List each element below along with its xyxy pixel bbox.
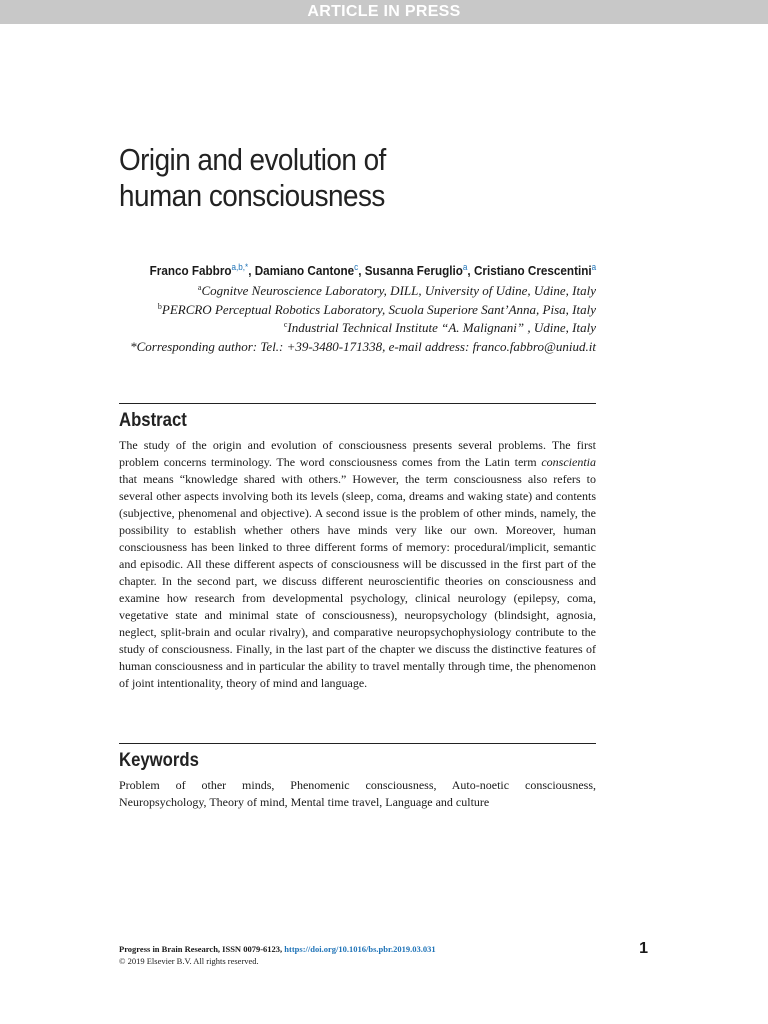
keywords-rule xyxy=(119,743,596,744)
abstract-heading: Abstract xyxy=(119,410,187,431)
corresponding-author: *Corresponding author: Tel.: +39-3480-171338, e-mail address: franco.fabbro@uniud.it xyxy=(130,339,596,354)
author-name: Susanna Feruglio xyxy=(364,263,463,278)
affiliation-a: $^a$Cognitve Neuroscience Laboratory, DILL, University of Udine, Udine, Italy xyxy=(197,283,596,298)
journal-info: Progress in Brain Research, ISSN 0079-6123, xyxy=(119,944,285,954)
copyright: © 2019 Elsevier B.V. All rights reserved. xyxy=(119,956,259,966)
article-title xyxy=(119,142,569,214)
keywords-text: Problem of other minds, Phenomenic consciousness, Auto-noetic consciousness, Neuropsychology, Theory of mind, Mental time travel, Language and culture xyxy=(119,778,596,809)
article-in-press-banner: ARTICLE IN PRESS xyxy=(0,0,768,24)
keywords-heading: Keywords xyxy=(119,750,199,771)
title-line-1: Origin and evolution of xyxy=(119,142,386,177)
author-name: Franco Fabbro xyxy=(149,263,232,278)
author-name: Damiano Cantone xyxy=(254,263,355,278)
doi-link[interactable]: https://doi.org/10.1016/bs.pbr.2019.03.031 xyxy=(284,944,436,954)
title-line-2: human consciousness xyxy=(119,178,385,213)
footer-citation xyxy=(119,943,436,967)
author-affiliation-mark[interactable]: a xyxy=(591,262,596,272)
author-list: Franco Fabbro$^{a,b,*}$, Damiano Cantone$^c$, Susanna Feruglio$^a$, Cristiano Crescentini$^a$ xyxy=(149,262,596,278)
affiliation-c: $^c$Industrial Technical Institute “A. Malignani” , Udine, Italy xyxy=(283,320,596,335)
author-name: Cristiano Crescentini xyxy=(473,263,592,278)
affiliation-b: $^b$PERCRO Perceptual Robotics Laboratory, Scuola Superiore Sant’Anna, Pisa, Italy xyxy=(157,302,596,317)
corresponding-mark[interactable]: * xyxy=(244,262,249,272)
abstract-rule xyxy=(119,403,596,404)
author-affiliation-mark[interactable]: a,b, xyxy=(231,262,245,272)
author-affiliation-mark[interactable]: a xyxy=(462,262,468,272)
author-affiliation-mark[interactable]: c xyxy=(354,262,359,272)
abstract-text: The study of the origin and evolution of consciousness presents several problems. The first problem concerns terminology. The word consciousness comes from the Latin term conscientia that means “knowledge shared with others.” However, the term consciousness also refers to several other aspects involving both its levels (sleep, coma, dreams and waking state) and contents (subjective, phenomenal and objective). A second issue is the problem of other minds, namely, the possibility to establish whether others have minds very like our own. Moreover, human consciousness has been linked to three different forms of memory: procedural/implicit, semantic and episodic. All these different aspects of consciousness will be discussed in the first part of the chapter. In the second part, we discuss different neuroscientific theories on consciousness and examine how research from developmental psychology, clinical neurology (epilepsy, coma, vegetative state and minimal state of consciousness), neuropsychology (blindsight, agnosia, neglect, split-brain and ocular rivalry), and comparative neuropsychophysiology contribute to the study of consciousness. Finally, in the last part of the chapter we discuss the distinctive features of human consciousness and in particular the ability to travel mentally through time, the phenomenon of joint intentionality, theory of mind and language. xyxy=(119,438,596,690)
page-number: 1 xyxy=(639,940,648,957)
